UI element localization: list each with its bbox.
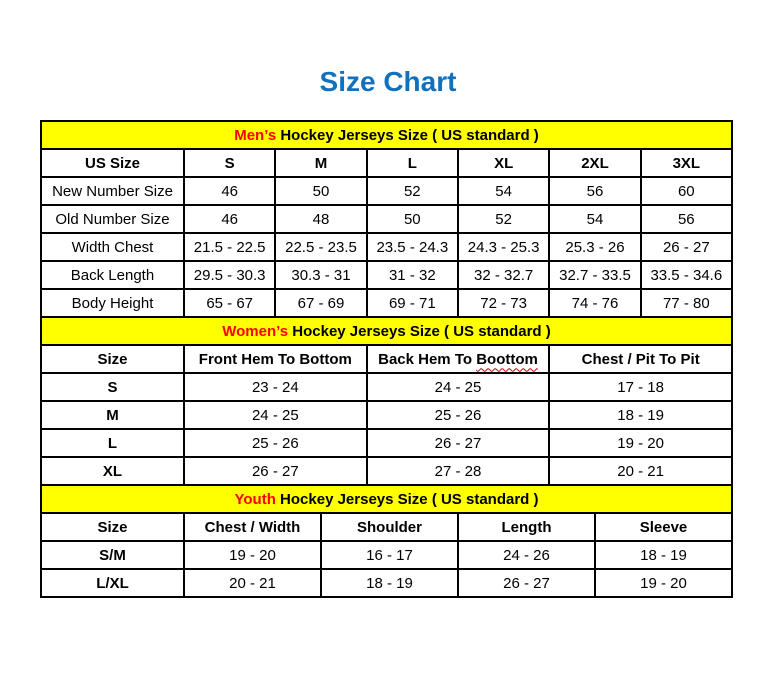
womens-value-cell: 24 - 25 (184, 401, 367, 429)
mens-value-cell: 23.5 - 24.3 (367, 233, 458, 261)
mens-value-cell: 21.5 - 22.5 (184, 233, 275, 261)
mens-value-cell: 31 - 32 (367, 261, 458, 289)
mens-heading-highlight: Men’s (234, 126, 277, 144)
mens-column-header: S (184, 149, 275, 177)
mens-table-row (41, 233, 732, 261)
mens-value-cell: 50 (275, 177, 366, 205)
mens-size-table (40, 120, 733, 318)
youth-value-cell: 26 - 27 (458, 569, 595, 597)
youth-column-header: Sleeve (595, 513, 732, 541)
youth-value-cell: 20 - 21 (184, 569, 321, 597)
mens-table-row (41, 205, 732, 233)
womens-row-label: M (41, 401, 184, 429)
youth-value-cell: 18 - 19 (321, 569, 458, 597)
womens-table-row (41, 457, 732, 485)
womens-value-cell: 26 - 27 (367, 429, 550, 457)
womens-table-row (41, 429, 732, 457)
mens-value-cell: 29.5 - 30.3 (184, 261, 275, 289)
womens-row-label: L (41, 429, 184, 457)
womens-row-label: S (41, 373, 184, 401)
mens-row-label: Body Height (41, 289, 184, 317)
mens-value-cell: 32.7 - 33.5 (549, 261, 640, 289)
youth-row-label: L/XL (41, 569, 184, 597)
womens-value-cell: 25 - 26 (367, 401, 550, 429)
mens-row-label: New Number Size (41, 177, 184, 205)
mens-value-cell: 22.5 - 23.5 (275, 233, 366, 261)
size-tables-container (40, 120, 733, 598)
mens-column-header: M (275, 149, 366, 177)
mens-value-cell: 74 - 76 (549, 289, 640, 317)
womens-value-cell: 20 - 21 (549, 457, 732, 485)
womens-value-cell: 24 - 25 (367, 373, 550, 401)
mens-column-header: US Size (41, 149, 184, 177)
youth-size-table (40, 484, 733, 598)
mens-value-cell: 60 (641, 177, 732, 205)
womens-value-cell: 25 - 26 (184, 429, 367, 457)
mens-value-cell: 30.3 - 31 (275, 261, 366, 289)
mens-value-cell: 72 - 73 (458, 289, 549, 317)
mens-value-cell: 54 (549, 205, 640, 233)
mens-value-cell: 56 (549, 177, 640, 205)
page-title: Size Chart (319, 66, 457, 97)
mens-column-header: L (367, 149, 458, 177)
mens-value-cell: 25.3 - 26 (549, 233, 640, 261)
mens-value-cell: 52 (367, 177, 458, 205)
youth-header-row (41, 513, 732, 541)
mens-value-cell: 26 - 27 (641, 233, 732, 261)
youth-heading-highlight: Youth (234, 490, 276, 508)
mens-value-cell: 54 (458, 177, 549, 205)
youth-value-cell: 18 - 19 (595, 541, 732, 569)
misspelled-word: Boottom (476, 350, 538, 368)
womens-header-row (41, 345, 732, 373)
womens-size-table (40, 316, 733, 486)
womens-table-row (41, 401, 732, 429)
mens-table-row (41, 177, 732, 205)
mens-header-row (41, 149, 732, 177)
womens-value-cell: 26 - 27 (184, 457, 367, 485)
youth-column-header: Shoulder (321, 513, 458, 541)
mens-value-cell: 77 - 80 (641, 289, 732, 317)
mens-row-label: Back Length (41, 261, 184, 289)
mens-value-cell: 46 (184, 177, 275, 205)
womens-value-cell: 23 - 24 (184, 373, 367, 401)
mens-value-cell: 46 (184, 205, 275, 233)
youth-value-cell: 19 - 20 (595, 569, 732, 597)
mens-section-heading: Men’s Hockey Jerseys Size ( US standard ) (41, 121, 732, 149)
mens-column-header: 2XL (549, 149, 640, 177)
mens-value-cell: 33.5 - 34.6 (641, 261, 732, 289)
mens-row-label: Width Chest (41, 233, 184, 261)
youth-value-cell: 19 - 20 (184, 541, 321, 569)
mens-value-cell: 67 - 69 (275, 289, 366, 317)
womens-value-cell: 17 - 18 (549, 373, 732, 401)
youth-column-header: Chest / Width (184, 513, 321, 541)
mens-table-row (41, 261, 732, 289)
youth-table-row (41, 541, 732, 569)
womens-column-header: Front Hem To Bottom (184, 345, 367, 373)
womens-heading-highlight: Women’s (222, 322, 289, 340)
mens-value-cell: 24.3 - 25.3 (458, 233, 549, 261)
youth-value-cell: 24 - 26 (458, 541, 595, 569)
mens-column-header: 3XL (641, 149, 732, 177)
womens-column-header: Back Hem To Boottom (367, 345, 550, 373)
mens-value-cell: 50 (367, 205, 458, 233)
womens-column-header: Size (41, 345, 184, 373)
mens-value-cell: 32 - 32.7 (458, 261, 549, 289)
womens-column-header: Chest / Pit To Pit (549, 345, 732, 373)
mens-value-cell: 48 (275, 205, 366, 233)
mens-value-cell: 65 - 67 (184, 289, 275, 317)
womens-value-cell: 19 - 20 (549, 429, 732, 457)
youth-column-header: Length (458, 513, 595, 541)
womens-value-cell: 18 - 19 (549, 401, 732, 429)
youth-row-label: S/M (41, 541, 184, 569)
womens-row-label: XL (41, 457, 184, 485)
womens-table-row (41, 373, 732, 401)
womens-value-cell: 27 - 28 (367, 457, 550, 485)
youth-value-cell: 16 - 17 (321, 541, 458, 569)
mens-value-cell: 52 (458, 205, 549, 233)
mens-value-cell: 56 (641, 205, 732, 233)
youth-section-heading: Youth Hockey Jerseys Size ( US standard ) (41, 485, 732, 513)
youth-table-row (41, 569, 732, 597)
youth-column-header: Size (41, 513, 184, 541)
mens-table-row (41, 289, 732, 317)
womens-section-heading: Women’s Hockey Jerseys Size ( US standard ) (41, 317, 732, 345)
mens-value-cell: 69 - 71 (367, 289, 458, 317)
mens-row-label: Old Number Size (41, 205, 184, 233)
mens-column-header: XL (458, 149, 549, 177)
